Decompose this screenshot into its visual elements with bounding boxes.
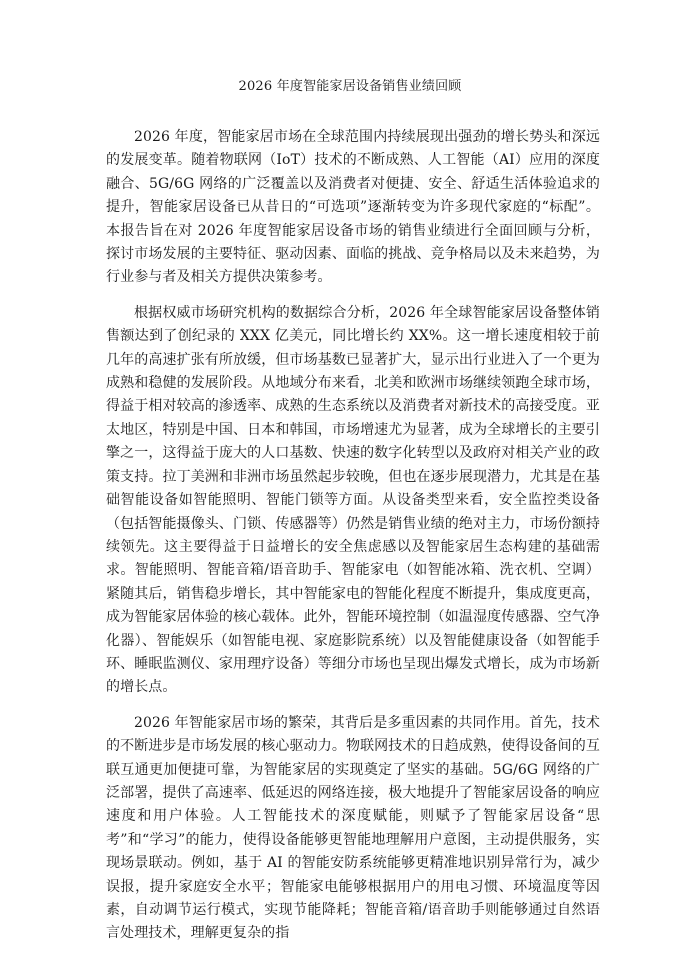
paragraph-market-overview: 根据权威市场研究机构的数据综合分析，2026 年全球智能家居设备整体销售额达到了创纪录的 XXX 亿美元，同比增长约 XX%。这一增长速度相较于前几年的高速扩张有所放缓，但市场基数已显著扩大，显示出行业进入了一个更为成熟和稳健的发展阶段。从地域分布来看，北美和欧洲市场继续领跑全球市场，得益于相对较高的渗透率、成熟的生态系统以及消费者对新技术的高接受度。亚太地区，特别是中国、日本和韩国，市场增速尤为显著，成为全球增长的主要引擎之一，这得益于庞大的人口基数、快速的数字化转型以及政府对相关产业的政策支持。拉丁美洲和非洲市场虽然起步较晚，但也在逐步展现潜力，尤其是在基础智能设备如智能照明、智能门锁等方面。从设备类型来看，安全监控类设备（包括智能摄像头、门锁、传感器等）仍然是销售业绩的绝对主力，市场份额持续领先。这主要得益于日益增长的安全焦虑感以及智能家居生态构建的基础需求。智能照明、智能音箱/语音助手、智能家电（如智能冰箱、洗衣机、空调）紧随其后，销售稳步增长，其中智能家电的智能化程度不断提升，集成度更高，成为智能家居体验的核心载体。此外，智能环境控制（如温湿度传感器、空气净化器）、智能娱乐（如智能电视、家庭影院系统）以及智能健康设备（如智能手环、睡眠监测仪、家用理疗设备）等细分市场也呈现出爆发式增长，成为市场新的增长点。 — [106, 304, 600, 696]
paragraph-intro: 2026 年度，智能家居市场在全球范围内持续展现出强劲的增长势头和深远的发展变革。随着物联网（IoT）技术的不断成熟、人工智能（AI）应用的深度融合、5G/6G 网络的广泛覆盖以及消费者对便捷、安全、舒适生活体验追求的提升，智能家居设备已从昔日的“可选项”逐渐转变为许多现代家庭的“标配”。本报告旨在对 2026 年度智能家居设备市场的销售业绩进行全面回顾与分析，探讨市场发展的主要特征、驱动因素、面临的挑战、竞争格局以及未来趋势，为行业参与者及相关方提供决策参考。 — [106, 129, 600, 286]
document-body — [106, 126, 600, 958]
document-title: 2026 年度智能家居设备销售业绩回顾 — [238, 79, 462, 94]
paragraph-drivers: 2026 年智能家居市场的繁荣，其背后是多重因素的共同作用。首先，技术的不断进步是市场发展的核心驱动力。物联网技术的日趋成熟，使得设备间的互联互通更加便捷可靠，为智能家居的实现奠定了坚实的基础。5G/6G 网络的广泛部署，提供了高速率、低延迟的网络连接，极大地提升了智能家居设备的响应速度和用户体验。人工智能技术的深度赋能，则赋予了智能家居设备“思考”和“学习”的能力，使得设备能够更智能地理解用户意图，主动提供服务，实现场景联动。例如，基于 AI 的智能安防系统能够更精准地识别异常行为，减少误报，提升家庭安全水平；智能家电能够根据用户的用电习惯、环境温度等因素，自动调节运行模式，实现节能降耗；智能音箱/语音助手则能够通过自然语言处理技术，理解更复杂的指 — [106, 714, 600, 942]
